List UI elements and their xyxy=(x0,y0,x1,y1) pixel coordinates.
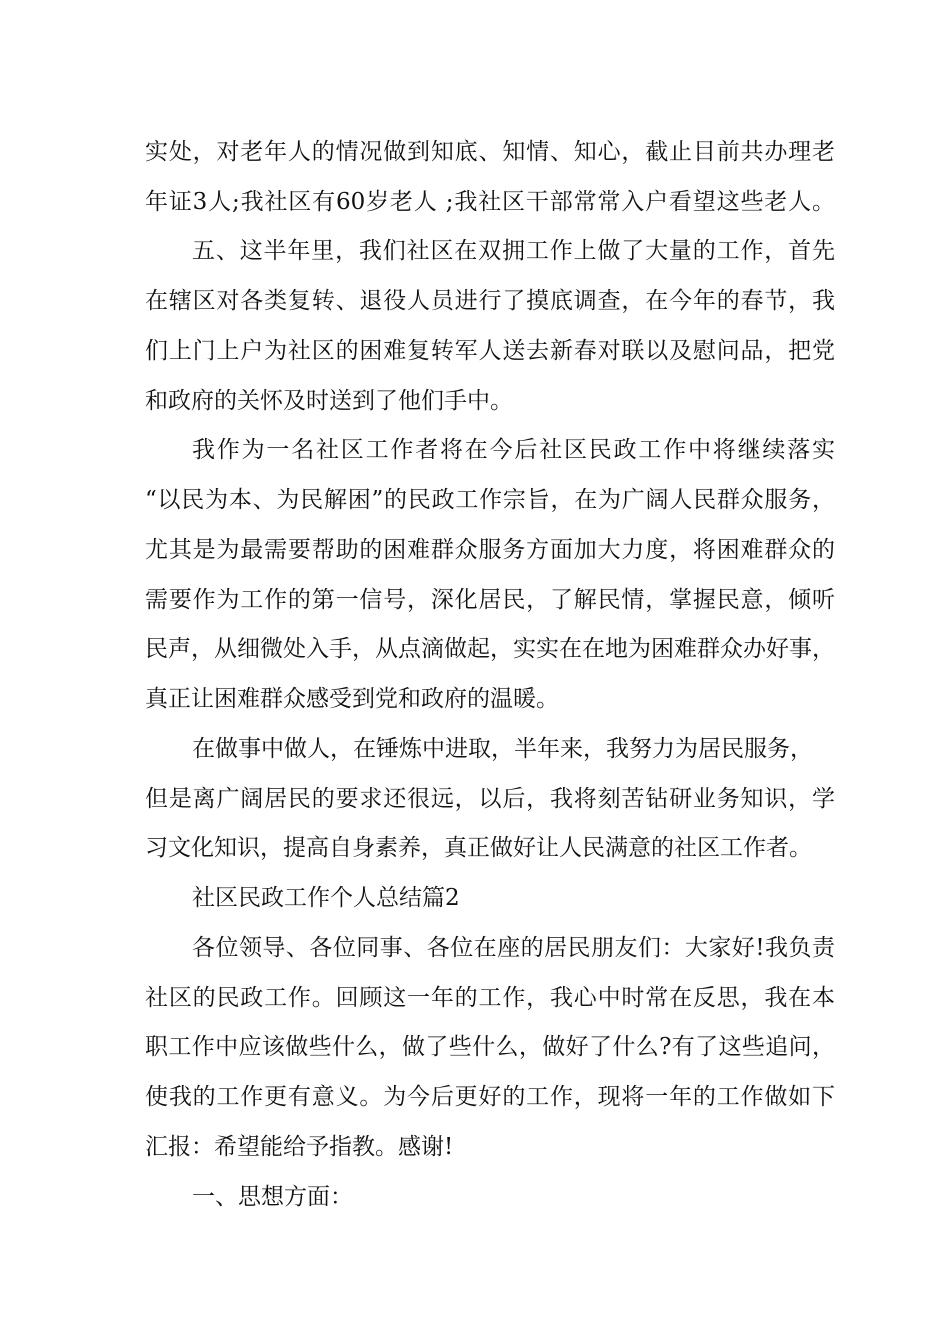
text-line: 年证3人;我社区有60岁老人 ;我社区干部常常入户看望这些老人。 xyxy=(145,189,835,215)
paragraph-first-line: 各位领导、各位同事、各位在座的居民朋友们：大家好!我负责 xyxy=(192,935,835,961)
text-line: 汇报：希望能给予指教。感谢! xyxy=(145,1134,454,1160)
text-line: 和政府的关怀及时送到了他们手中。 xyxy=(145,388,513,414)
text-line: 职工作中应该做些什么，做了些什么，做好了什么?有了这些追问， xyxy=(145,1034,835,1060)
paragraph-first-line: 我作为一名社区工作者将在今后社区民政工作中将继续落实 xyxy=(192,437,835,463)
text-line: 需要作为工作的第一信号，深化居民，了解民情，掌握民意，倾听 xyxy=(145,587,835,613)
text-line: 真正让困难群众感受到党和政府的温暖。 xyxy=(145,686,559,712)
text-line: “以民为本、为民解困”的民政工作宗旨，在为广阔人民群众服务， xyxy=(145,487,835,513)
text-line: 但是离广阔居民的要求还很远，以后，我将刻苦钻研业务知识，学 xyxy=(145,786,835,812)
section-heading: 一、思想方面： xyxy=(192,1184,353,1210)
text-line: 民声，从细微处入手，从点滴做起，实实在在地为困难群众办好事， xyxy=(145,636,835,662)
text-line: 习文化知识，提高自身素养，真正做好让人民满意的社区工作者。 xyxy=(145,835,812,861)
paragraph-first-line: 在做事中做人，在锤炼中进取，半年来，我努力为居民服务， xyxy=(192,736,813,762)
text-line: 社区的民政工作。回顾这一年的工作，我心中时常在反思，我在本 xyxy=(145,985,835,1011)
section-heading: 社区民政工作个人总结篇2 xyxy=(192,885,460,911)
text-line: 们上门上户为社区的困难复转军人送去新春对联以及慰问品，把党 xyxy=(145,338,835,364)
paragraph-first-line: 五、这半年里，我们社区在双拥工作上做了大量的工作，首先 xyxy=(192,238,835,264)
text-line: 使我的工作更有意义。为今后更好的工作，现将一年的工作做如下 xyxy=(145,1084,835,1110)
text-line: 在辖区对各类复转、退役人员进行了摸底调查，在今年的春节，我 xyxy=(145,288,835,314)
text-line: 尤其是为最需要帮助的困难群众服务方面加大力度，将困难群众的 xyxy=(145,537,835,563)
text-line: 实处，对老年人的情况做到知底、知情、知心，截止目前共办理老 xyxy=(145,139,835,165)
